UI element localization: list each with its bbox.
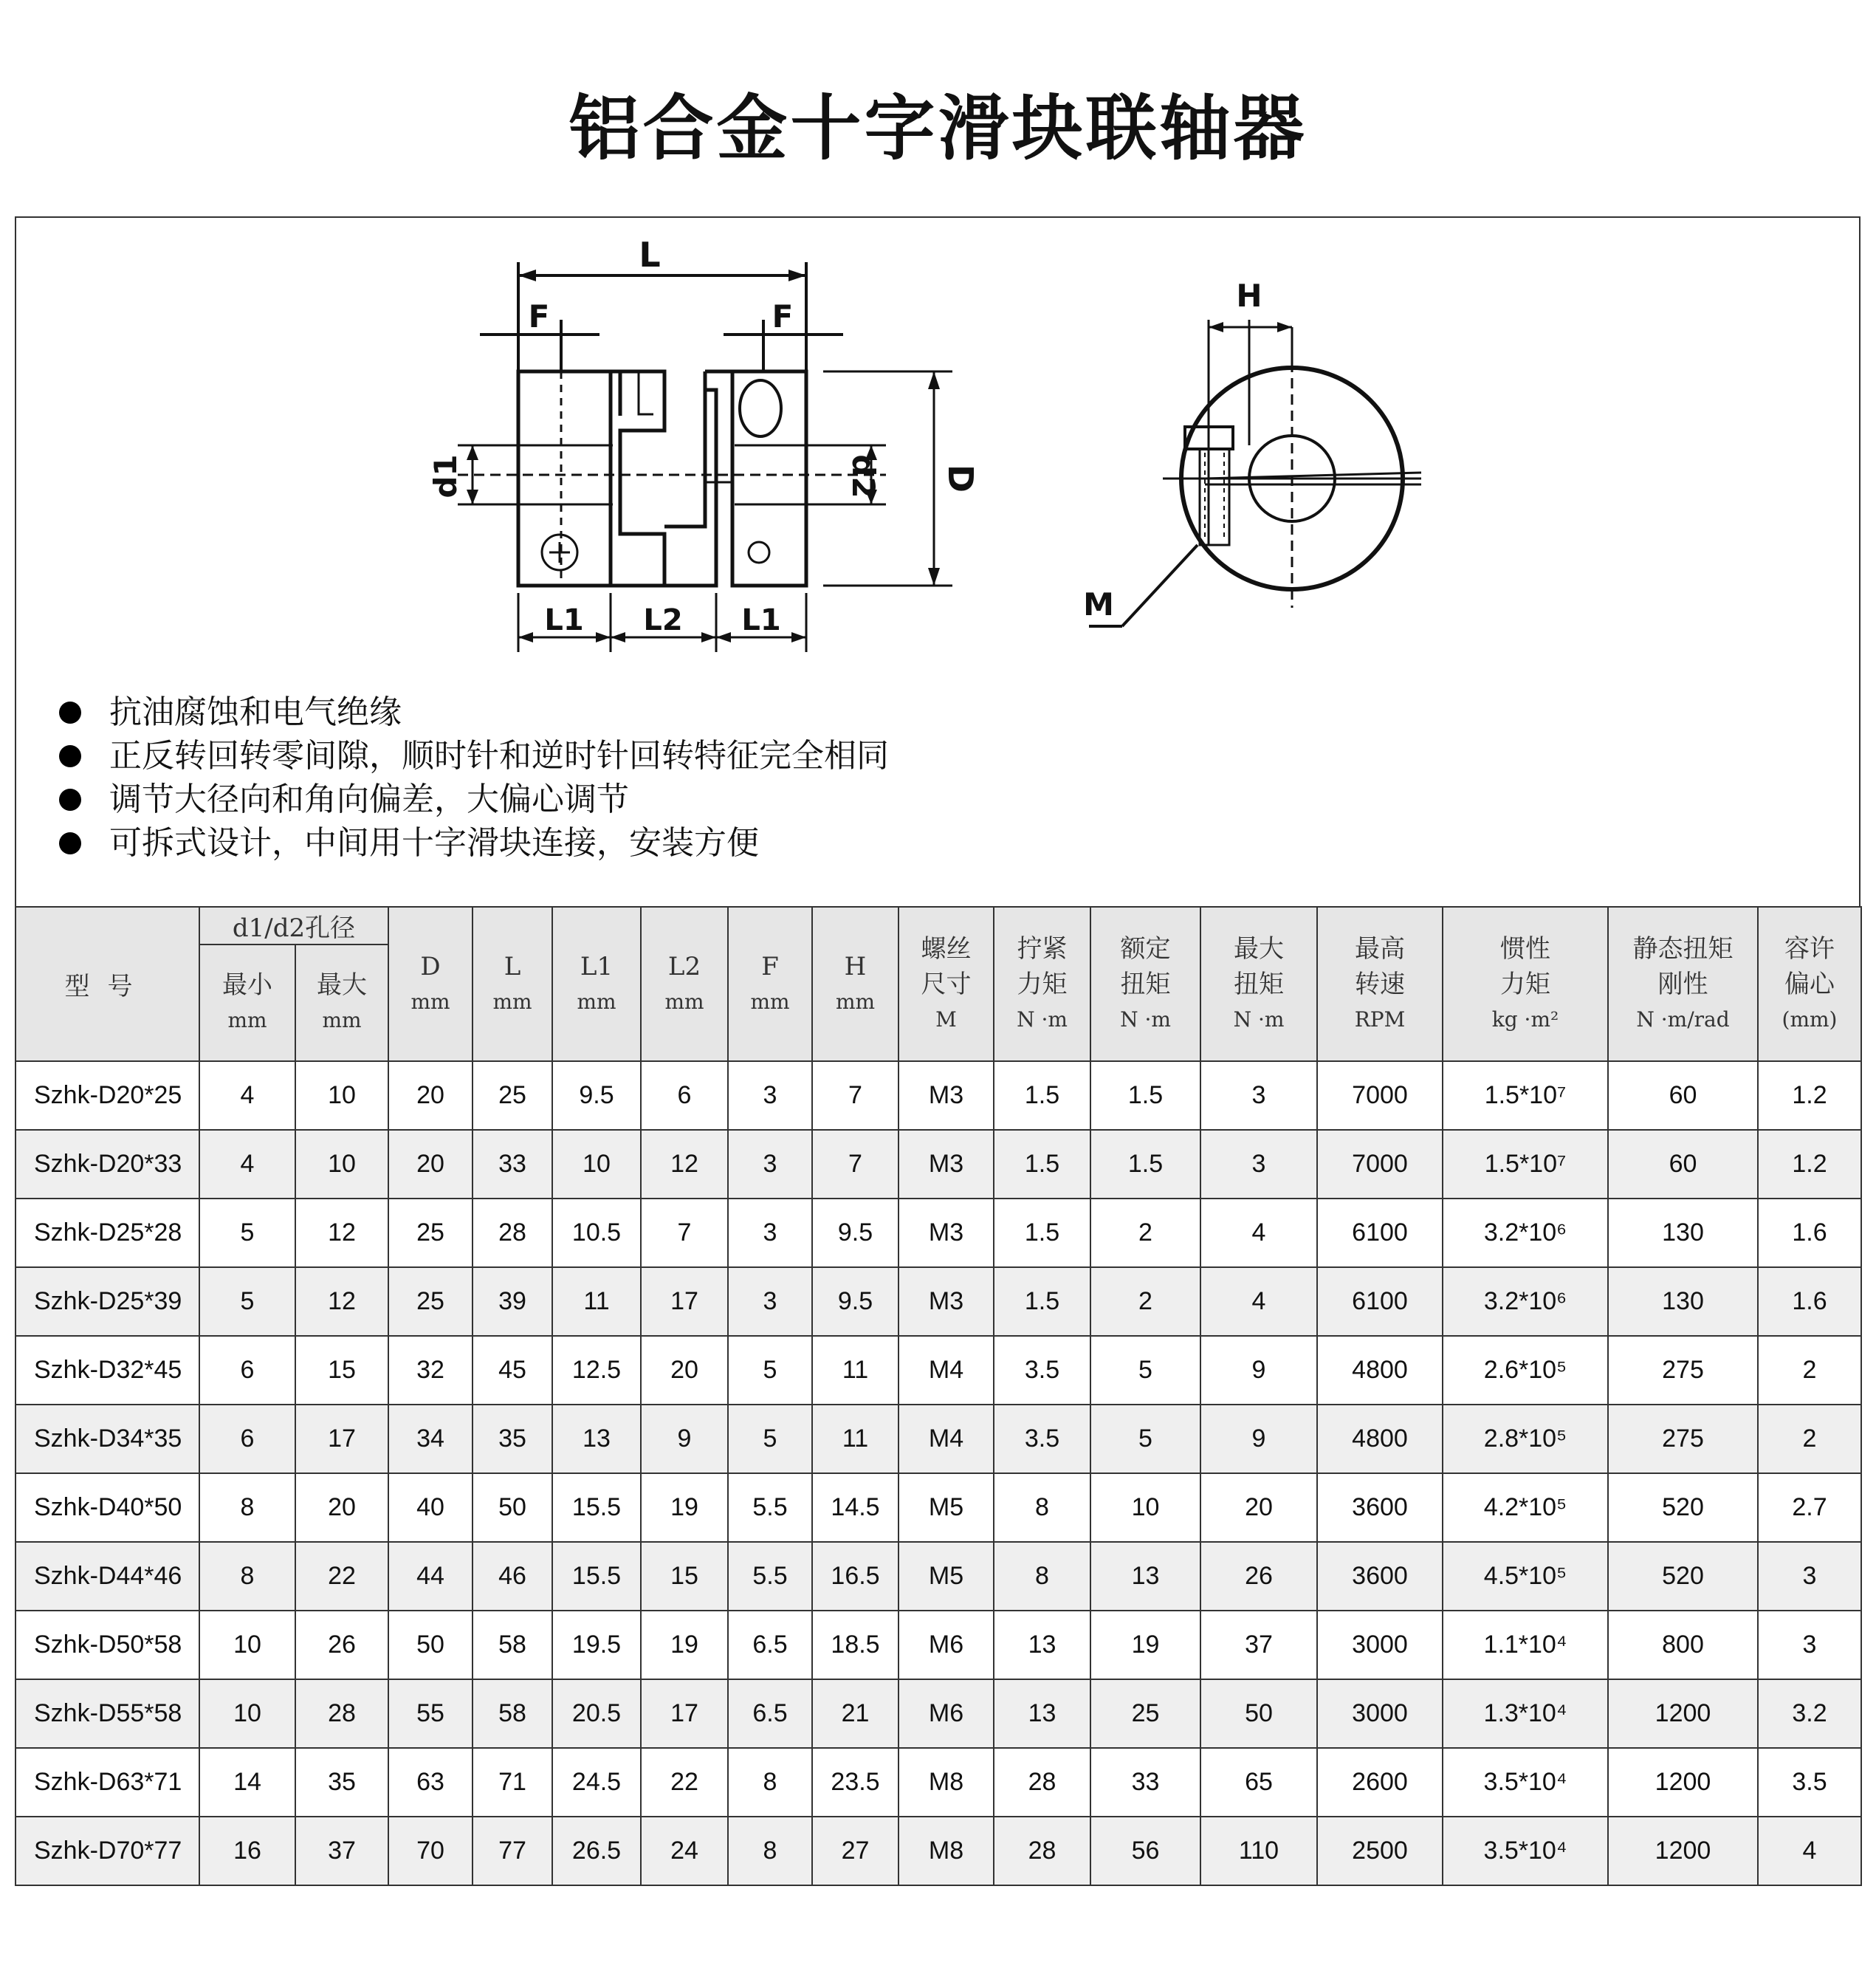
spec-cell: 10 xyxy=(199,1611,295,1679)
spec-cell: 520 xyxy=(1608,1473,1758,1542)
spec-cell: 56 xyxy=(1090,1817,1200,1885)
table-row xyxy=(16,1473,1861,1542)
spec-cell: 65 xyxy=(1200,1748,1317,1817)
spec-cell: 3.5 xyxy=(1758,1748,1861,1817)
header-L: L mm xyxy=(473,907,552,1061)
spec-cell: 1.6 xyxy=(1758,1199,1861,1267)
spec-cell: 8 xyxy=(199,1542,295,1611)
spec-cell: 1.5 xyxy=(994,1061,1090,1130)
spec-cell: 25 xyxy=(388,1199,473,1267)
spec-cell: 11 xyxy=(812,1405,899,1473)
spec-cell: 33 xyxy=(473,1130,552,1199)
spec-cell: 520 xyxy=(1608,1542,1758,1611)
spec-cell: 11 xyxy=(552,1267,641,1336)
spec-cell: 800 xyxy=(1608,1611,1758,1679)
spec-cell: 13 xyxy=(994,1611,1090,1679)
spec-cell: 4.5*10⁵ xyxy=(1443,1542,1608,1611)
spec-cell: 28 xyxy=(994,1748,1090,1817)
spec-cell: 4 xyxy=(1758,1817,1861,1885)
spec-cell: 110 xyxy=(1200,1817,1317,1885)
spec-cell: 19 xyxy=(1090,1611,1200,1679)
spec-cell: 1.2 xyxy=(1758,1130,1861,1199)
spec-cell: 3 xyxy=(1758,1542,1861,1611)
spec-cell: 1.5 xyxy=(994,1199,1090,1267)
spec-cell: 5 xyxy=(199,1199,295,1267)
spec-cell: 5 xyxy=(1090,1336,1200,1405)
spec-cell: 6 xyxy=(199,1336,295,1405)
spec-cell: 1200 xyxy=(1608,1748,1758,1817)
spec-cell: 26 xyxy=(1200,1542,1317,1611)
label-M: M xyxy=(1083,586,1114,623)
spec-cell: 14 xyxy=(199,1748,295,1817)
spec-cell: 3.5*10⁴ xyxy=(1443,1817,1608,1885)
spec-cell: 4 xyxy=(199,1061,295,1130)
spec-cell: 9 xyxy=(1200,1336,1317,1405)
spec-cell: M3 xyxy=(899,1061,994,1130)
table-row xyxy=(16,1199,1861,1267)
spec-cell: 9 xyxy=(641,1405,728,1473)
spec-cell: 13 xyxy=(1090,1542,1200,1611)
table-row xyxy=(16,1679,1861,1748)
header-maxtorque: 最大 扭矩 N ·m xyxy=(1200,907,1317,1061)
spec-cell: 5 xyxy=(199,1267,295,1336)
spec-cell: 10 xyxy=(199,1679,295,1748)
spec-cell: 7000 xyxy=(1317,1061,1443,1130)
spec-cell: 26 xyxy=(295,1611,388,1679)
spec-cell: 19 xyxy=(641,1611,728,1679)
spec-cell: 6.5 xyxy=(728,1679,812,1748)
spec-cell: 3000 xyxy=(1317,1611,1443,1679)
spec-cell: 20.5 xyxy=(552,1679,641,1748)
header-tighten: 拧紧 力矩 N ·m xyxy=(994,907,1090,1061)
spec-cell: M5 xyxy=(899,1473,994,1542)
spec-cell: 8 xyxy=(199,1473,295,1542)
spec-cell: 4 xyxy=(1200,1267,1317,1336)
spec-cell: 34 xyxy=(388,1405,473,1473)
spec-cell: 3.5 xyxy=(994,1336,1090,1405)
spec-cell: 2 xyxy=(1758,1405,1861,1473)
spec-cell: 18.5 xyxy=(812,1611,899,1679)
spec-cell: 2.6*10⁵ xyxy=(1443,1336,1608,1405)
end-view-drawing xyxy=(1089,320,1421,626)
model-cell: Szhk-D20*25 xyxy=(16,1061,199,1130)
spec-cell: 28 xyxy=(473,1199,552,1267)
spec-cell: 1.5*10⁷ xyxy=(1443,1130,1608,1199)
spec-cell: 10 xyxy=(295,1061,388,1130)
spec-cell: 37 xyxy=(295,1817,388,1885)
spec-cell: 2.8*10⁵ xyxy=(1443,1405,1608,1473)
spec-cell: 6.5 xyxy=(728,1611,812,1679)
spec-cell: M8 xyxy=(899,1748,994,1817)
spec-table-body xyxy=(16,1061,1861,1885)
spec-cell: M5 xyxy=(899,1542,994,1611)
spec-cell: 8 xyxy=(994,1473,1090,1542)
model-cell: Szhk-D70*77 xyxy=(16,1817,199,1885)
table-row xyxy=(16,1817,1861,1885)
spec-cell: M6 xyxy=(899,1679,994,1748)
spec-cell: 3.5*10⁴ xyxy=(1443,1748,1608,1817)
feature-item: 调节大径向和角向偏差，大偏心调节 xyxy=(53,778,889,821)
spec-cell: 3 xyxy=(728,1061,812,1130)
header-H: H mm xyxy=(812,907,899,1061)
spec-cell: 22 xyxy=(641,1748,728,1817)
spec-cell: 1.2 xyxy=(1758,1061,1861,1130)
label-F-left: F xyxy=(528,298,550,335)
spec-cell: 21 xyxy=(812,1679,899,1748)
spec-cell: 20 xyxy=(641,1336,728,1405)
spec-cell: 6100 xyxy=(1317,1267,1443,1336)
spec-cell: 4 xyxy=(1200,1199,1317,1267)
spec-cell: 275 xyxy=(1608,1336,1758,1405)
model-cell: Szhk-D34*35 xyxy=(16,1405,199,1473)
spec-cell: 4.2*10⁵ xyxy=(1443,1473,1608,1542)
header-screw: 螺丝 尺寸 M xyxy=(899,907,994,1061)
model-cell: Szhk-D25*39 xyxy=(16,1267,199,1336)
spec-cell: 25 xyxy=(1090,1679,1200,1748)
spec-cell: 77 xyxy=(473,1817,552,1885)
spec-cell: 12 xyxy=(295,1199,388,1267)
spec-cell: 58 xyxy=(473,1611,552,1679)
spec-cell: 2 xyxy=(1090,1199,1200,1267)
spec-cell: 9.5 xyxy=(812,1267,899,1336)
header-rated: 额定 扭矩 N ·m xyxy=(1090,907,1200,1061)
spec-cell: 24.5 xyxy=(552,1748,641,1817)
model-cell: Szhk-D40*50 xyxy=(16,1473,199,1542)
spec-cell: 50 xyxy=(1200,1679,1317,1748)
spec-cell: 5 xyxy=(728,1405,812,1473)
spec-cell: 23.5 xyxy=(812,1748,899,1817)
spec-cell: 20 xyxy=(388,1061,473,1130)
spec-cell: 3 xyxy=(728,1267,812,1336)
spec-cell: 3.2*10⁶ xyxy=(1443,1199,1608,1267)
spec-cell: 20 xyxy=(1200,1473,1317,1542)
spec-cell: 1.3*10⁴ xyxy=(1443,1679,1608,1748)
spec-cell: 9.5 xyxy=(552,1061,641,1130)
spec-cell: 39 xyxy=(473,1267,552,1336)
label-L: L xyxy=(639,235,661,275)
spec-cell: M4 xyxy=(899,1405,994,1473)
spec-cell: 12 xyxy=(641,1130,728,1199)
spec-cell: 12.5 xyxy=(552,1336,641,1405)
spec-cell: 4 xyxy=(199,1130,295,1199)
model-cell: Szhk-D55*58 xyxy=(16,1679,199,1748)
spec-cell: 3600 xyxy=(1317,1473,1443,1542)
spec-cell: 5.5 xyxy=(728,1473,812,1542)
spec-cell: 28 xyxy=(994,1817,1090,1885)
spec-cell: 55 xyxy=(388,1679,473,1748)
spec-cell: 1.5 xyxy=(1090,1061,1200,1130)
spec-cell: 3 xyxy=(1200,1061,1317,1130)
spec-cell: 3 xyxy=(728,1130,812,1199)
spec-cell: 2 xyxy=(1090,1267,1200,1336)
header-model: 型号 xyxy=(16,907,199,1061)
spec-cell: M8 xyxy=(899,1817,994,1885)
header-D: D mm xyxy=(388,907,473,1061)
spec-cell: 70 xyxy=(388,1817,473,1885)
spec-cell: 17 xyxy=(641,1267,728,1336)
dimension-drawings xyxy=(15,216,1860,674)
header-L1: L1 mm xyxy=(552,907,641,1061)
spec-cell: 15.5 xyxy=(552,1473,641,1542)
spec-cell: 6 xyxy=(199,1405,295,1473)
spec-cell: 2500 xyxy=(1317,1817,1443,1885)
spec-cell: 25 xyxy=(473,1061,552,1130)
spec-cell: 60 xyxy=(1608,1061,1758,1130)
spec-cell: 10 xyxy=(295,1130,388,1199)
spec-cell: 3.5 xyxy=(994,1405,1090,1473)
spec-cell: 60 xyxy=(1608,1130,1758,1199)
spec-cell: 5 xyxy=(1090,1405,1200,1473)
label-D: D xyxy=(941,464,980,493)
spec-cell: 45 xyxy=(473,1336,552,1405)
spec-cell: 40 xyxy=(388,1473,473,1542)
spec-cell: 32 xyxy=(388,1336,473,1405)
table-row xyxy=(16,1267,1861,1336)
spec-cell: 3.2*10⁶ xyxy=(1443,1267,1608,1336)
spec-cell: 20 xyxy=(388,1130,473,1199)
spec-cell: 3 xyxy=(728,1199,812,1267)
spec-cell: 13 xyxy=(994,1679,1090,1748)
spec-cell: M3 xyxy=(899,1267,994,1336)
spec-cell: 8 xyxy=(728,1748,812,1817)
spec-cell: M3 xyxy=(899,1130,994,1199)
table-row xyxy=(16,1130,1861,1199)
spec-cell: 20 xyxy=(295,1473,388,1542)
spec-cell: 3000 xyxy=(1317,1679,1443,1748)
spec-cell: 6 xyxy=(641,1061,728,1130)
label-L1-left: L1 xyxy=(544,603,584,637)
label-L1-right: L1 xyxy=(741,603,781,637)
spec-cell: 130 xyxy=(1608,1199,1758,1267)
label-L2: L2 xyxy=(643,603,683,637)
spec-cell: 6100 xyxy=(1317,1199,1443,1267)
feature-item: 正反转回转零间隙，顺时针和逆时针回转特征完全相同 xyxy=(53,734,889,778)
spec-cell: 13 xyxy=(552,1405,641,1473)
spec-cell: 2 xyxy=(1758,1336,1861,1405)
spec-cell: 9.5 xyxy=(812,1199,899,1267)
table-row xyxy=(16,1336,1861,1405)
spec-cell: 7 xyxy=(812,1061,899,1130)
spec-cell: 3 xyxy=(1758,1611,1861,1679)
spec-cell: 35 xyxy=(295,1748,388,1817)
spec-cell: 4800 xyxy=(1317,1336,1443,1405)
feature-list xyxy=(53,690,889,865)
feature-item: 可拆式设计，中间用十字滑块连接，安装方便 xyxy=(53,821,889,865)
spec-cell: 1200 xyxy=(1608,1817,1758,1885)
spec-cell: 5.5 xyxy=(728,1542,812,1611)
spec-cell: 10 xyxy=(552,1130,641,1199)
spec-cell: 16.5 xyxy=(812,1542,899,1611)
header-bore-min: 最小 mm xyxy=(199,944,295,1061)
spec-cell: 3.2 xyxy=(1758,1679,1861,1748)
header-stiffness: 静态扭矩 刚性 N ·m/rad xyxy=(1608,907,1758,1061)
spec-table xyxy=(15,906,1862,1886)
spec-cell: 12 xyxy=(295,1267,388,1336)
model-cell: Szhk-D20*33 xyxy=(16,1130,199,1199)
spec-cell: 130 xyxy=(1608,1267,1758,1336)
spec-cell: 1200 xyxy=(1608,1679,1758,1748)
spec-cell: 24 xyxy=(641,1817,728,1885)
spec-cell: 44 xyxy=(388,1542,473,1611)
table-row xyxy=(16,1405,1861,1473)
spec-cell: 28 xyxy=(295,1679,388,1748)
spec-cell: 19 xyxy=(641,1473,728,1542)
spec-cell: 3600 xyxy=(1317,1542,1443,1611)
spec-cell: 9 xyxy=(1200,1405,1317,1473)
header-bore: d1/d2孔径 xyxy=(199,907,388,944)
label-d1: d1 xyxy=(427,454,464,498)
spec-cell: 16 xyxy=(199,1817,295,1885)
spec-cell: 15 xyxy=(641,1542,728,1611)
spec-cell: M6 xyxy=(899,1611,994,1679)
spec-cell: 19.5 xyxy=(552,1611,641,1679)
label-d2: d2 xyxy=(845,454,882,498)
spec-cell: 10 xyxy=(1090,1473,1200,1542)
table-row xyxy=(16,1542,1861,1611)
spec-cell: 15.5 xyxy=(552,1542,641,1611)
spec-cell: 2600 xyxy=(1317,1748,1443,1817)
spec-cell: 63 xyxy=(388,1748,473,1817)
spec-cell: 2.7 xyxy=(1758,1473,1861,1542)
table-row xyxy=(16,1061,1861,1130)
spec-cell: 46 xyxy=(473,1542,552,1611)
spec-cell: 50 xyxy=(473,1473,552,1542)
spec-cell: 275 xyxy=(1608,1405,1758,1473)
spec-cell: 17 xyxy=(641,1679,728,1748)
spec-cell: 25 xyxy=(388,1267,473,1336)
table-row xyxy=(16,1748,1861,1817)
header-inertia: 惯性 力矩 kg ·m² xyxy=(1443,907,1608,1061)
spec-cell: 27 xyxy=(812,1817,899,1885)
spec-cell: 50 xyxy=(388,1611,473,1679)
spec-cell: 5 xyxy=(728,1336,812,1405)
model-cell: Szhk-D44*46 xyxy=(16,1542,199,1611)
header-F: F mm xyxy=(728,907,812,1061)
model-cell: Szhk-D32*45 xyxy=(16,1336,199,1405)
spec-cell: 33 xyxy=(1090,1748,1200,1817)
spec-cell: 71 xyxy=(473,1748,552,1817)
spec-cell: 37 xyxy=(1200,1611,1317,1679)
spec-cell: 1.5 xyxy=(994,1130,1090,1199)
spec-cell: 8 xyxy=(728,1817,812,1885)
spec-cell: 10.5 xyxy=(552,1199,641,1267)
spec-cell: 14.5 xyxy=(812,1473,899,1542)
header-speed: 最高 转速 RPM xyxy=(1317,907,1443,1061)
header-offset: 容许 偏心 (mm) xyxy=(1758,907,1861,1061)
spec-cell: 1.6 xyxy=(1758,1267,1861,1336)
label-H: H xyxy=(1236,278,1262,314)
spec-cell: 58 xyxy=(473,1679,552,1748)
spec-cell: M4 xyxy=(899,1336,994,1405)
spec-cell: 4800 xyxy=(1317,1405,1443,1473)
page-title: 铝合金十字滑块联轴器 xyxy=(568,86,1308,170)
model-cell: Szhk-D50*58 xyxy=(16,1611,199,1679)
model-cell: Szhk-D63*71 xyxy=(16,1748,199,1817)
spec-cell: 7 xyxy=(812,1130,899,1199)
spec-cell: 1.1*10⁴ xyxy=(1443,1611,1608,1679)
spec-cell: 22 xyxy=(295,1542,388,1611)
spec-cell: 26.5 xyxy=(552,1817,641,1885)
table-row xyxy=(16,1611,1861,1679)
spec-cell: 11 xyxy=(812,1336,899,1405)
spec-cell: 7000 xyxy=(1317,1130,1443,1199)
header-bore-max: 最大 mm xyxy=(295,944,388,1061)
spec-cell: 8 xyxy=(994,1542,1090,1611)
spec-cell: 1.5 xyxy=(994,1267,1090,1336)
spec-cell: 17 xyxy=(295,1405,388,1473)
spec-cell: 1.5 xyxy=(1090,1130,1200,1199)
spec-cell: 7 xyxy=(641,1199,728,1267)
header-L2: L2 mm xyxy=(641,907,728,1061)
feature-item: 抗油腐蚀和电气绝缘 xyxy=(53,690,889,734)
model-cell: Szhk-D25*28 xyxy=(16,1199,199,1267)
spec-cell: 3 xyxy=(1200,1130,1317,1199)
spec-cell: 1.5*10⁷ xyxy=(1443,1061,1608,1130)
spec-cell: M3 xyxy=(899,1199,994,1267)
spec-cell: 15 xyxy=(295,1336,388,1405)
spec-cell: 35 xyxy=(473,1405,552,1473)
label-F-right: F xyxy=(772,298,794,335)
